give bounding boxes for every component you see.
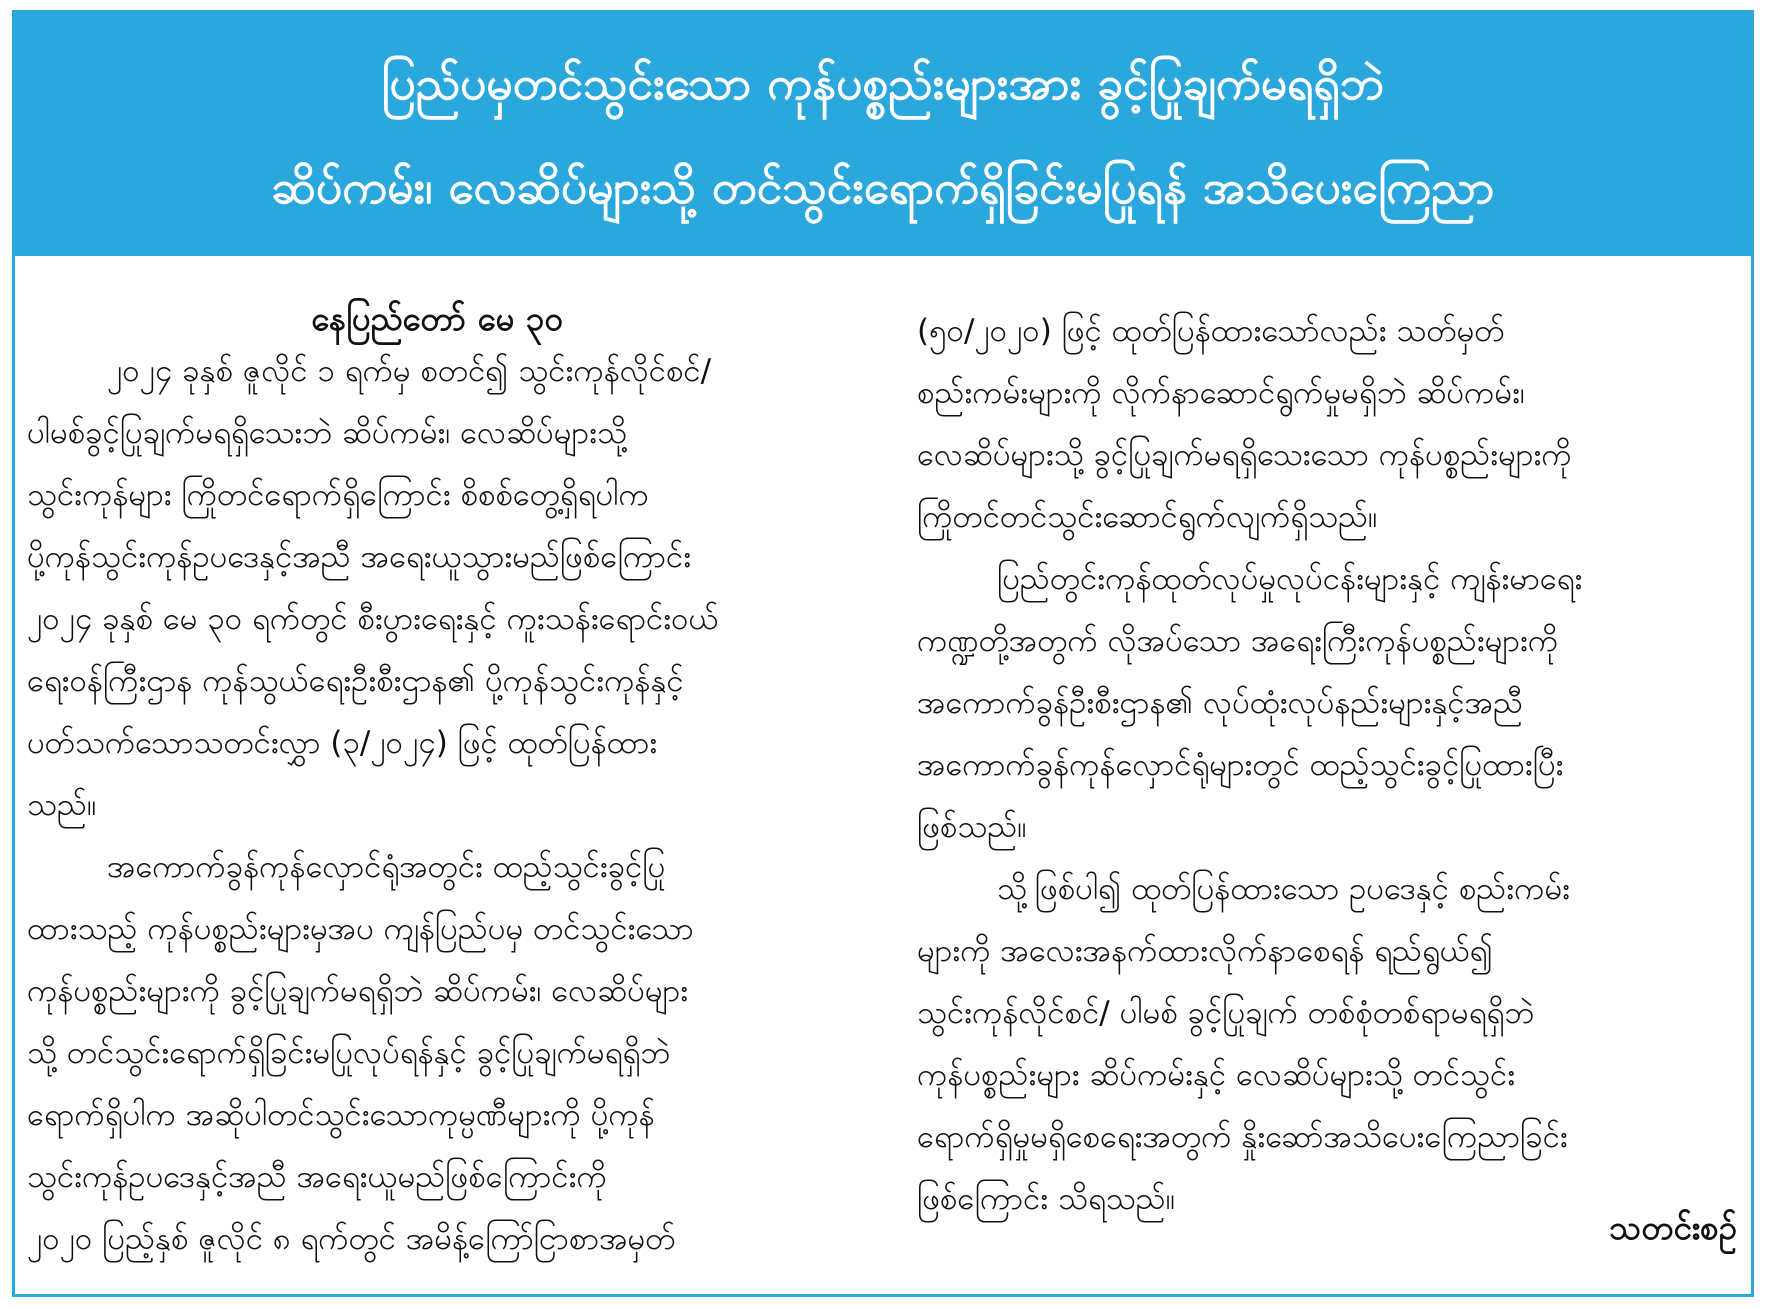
headline-line-1: ပြည်ပမှတင်သွင်းသော ကုန်ပစ္စည်းများအား ခွင့်ပြုချက်မရရှိဘဲ: [381, 55, 1385, 110]
paragraph-line: ဖြစ်ကြောင်း သိရသည်။: [917, 1181, 1176, 1217]
dateline: နေပြည်တော် မေ ၃၀: [311, 299, 563, 338]
paragraph-line: ကုန်ပစ္စည်းများ ဆိပ်ကမ်းနှင့် လေဆိပ်များသို့ တင်သွင်း: [917, 1057, 1516, 1093]
paragraph-line: အကောက်ခွန်ကုန်လှောင်ရုံများတွင် ထည့်သွင်းခွင့်ပြုထားပြီး: [917, 747, 1564, 783]
headline-banner: [15, 13, 1751, 256]
paragraph-line: ကြိုတင်တင်သွင်းဆောင်ရွက်လျက်ရှိသည်။: [917, 499, 1378, 535]
paragraph-line: ပြည်တွင်းကုန်ထုတ်လုပ်မှုလုပ်ငန်းများနှင့် ကျန်းမာရေး: [997, 561, 1583, 597]
headline-line-2: ဆိပ်ကမ်း၊ လေဆိပ်များသို့ တင်သွင်းရောက်ရှိခြင်းမပြုရန် အသိပေးကြေညာ: [271, 159, 1495, 214]
paragraph-line: လေဆိပ်များသို့ ခွင့်ပြုချက်မရရှိသေးသော ကုန်ပစ္စည်းများကို: [917, 437, 1572, 473]
paragraph-line: ရောက်ရှိပါက အဆိုပါတင်သွင်းသောကုမ္ပဏီများကို ပို့ကုန်: [27, 1097, 655, 1133]
right-column: [917, 300, 1737, 1230]
announcement-frame: [12, 10, 1754, 1297]
paragraph-line: ကဏ္ဍတို့အတွက် လိုအပ်သော အရေးကြီးကုန်ပစ္စည်းများကို: [917, 623, 1559, 659]
paragraph-line: များကို အလေးအနက်ထားလိုက်နာစေရန် ရည်ရွယ်၍: [917, 933, 1494, 969]
left-column: [27, 300, 847, 1270]
paragraph-line: သွင်းကုန်များ ကြိုတင်ရောက်ရှိကြောင်း စိစစ်တွေ့ရှိရပါက: [27, 477, 649, 513]
paragraph-line: ထားသည့် ကုန်ပစ္စည်းများမှအပ ကျန်ပြည်ပမှ တင်သွင်းသော: [27, 911, 694, 947]
paragraph-line: ရောက်ရှိမှုမရှိစေရေးအတွက် နှိုးဆော်အသိပေးကြေညာခြင်း: [917, 1119, 1568, 1155]
paragraph-line: ကုန်ပစ္စည်းများကို ခွင့်ပြုချက်မရရှိဘဲ ဆိပ်ကမ်း၊ လေဆိပ်များ: [27, 973, 689, 1009]
paragraph-line: သို့ တင်သွင်းရောက်ရှိခြင်းမပြုလုပ်ရန်နှင့် ခွင့်ပြုချက်မရရှိဘဲ: [27, 1035, 671, 1071]
paragraph-line: ရေးဝန်ကြီးဌာန ကုန်သွယ်ရေးဦးစီးဌာန၏ ပို့ကုန်သွင်းကုန်နှင့်: [27, 663, 684, 699]
paragraph-line: ပါမစ်ခွင့်ပြုချက်မရရှိသေးဘဲ ဆိပ်ကမ်း၊ လေဆိပ်များသို့: [27, 415, 627, 451]
paragraph-line: သွင်းကုန်လိုင်စင်/ ပါမစ် ခွင့်ပြုချက် တစ်စုံတစ်ရာမရရှိဘဲ: [917, 995, 1535, 1031]
paragraph-line: သို့ဖြစ်ပါ၍ ထုတ်ပြန်ထားသော ဥပဒေနှင့် စည်းကမ်း: [997, 871, 1571, 907]
paragraph-line: ပို့ကုန်သွင်းကုန်ဥပဒေနှင့်အညီ အရေးယူသွားမည်ဖြစ်ကြောင်း: [27, 539, 692, 575]
paragraph-line: သည်။: [27, 787, 97, 823]
paragraph-line: အကောက်ခွန်ကုန်လှောင်ရုံအတွင်း ထည့်သွင်းခွင့်ပြု: [107, 849, 666, 885]
paragraph-line: သွင်းကုန်ဥပဒေနှင့်အညီ အရေးယူမည်ဖြစ်ကြောင်းကို: [27, 1159, 607, 1195]
paragraph-line: ၂၀၂၄ ခုနှစ် ဇူလိုင် ၁ ရက်မှ စတင်၍ သွင်းကုန်လိုင်စင်/: [107, 353, 712, 389]
paragraph-line: ၂၀၂၄ ခုနှစ် မေ ၃၀ ရက်တွင် စီးပွားရေးနှင့် ကူးသန်းရောင်းဝယ်: [27, 601, 719, 637]
paragraph-line: အကောက်ခွန်ဦးစီးဌာန၏ လုပ်ထုံးလုပ်နည်းများနှင့်အညီ: [917, 685, 1524, 721]
paragraph-line: ၂၀၂၀ ပြည့်နှစ် ဇူလိုင် ၈ ရက်တွင် အမိန့်ကြော်ငြာစာအမှတ်: [27, 1221, 676, 1257]
paragraph-line: ဖြစ်သည်။: [917, 809, 1027, 845]
paragraph-line: (၅၀/၂၀၂၀) ဖြင့် ထုတ်ပြန်ထားသော်လည်း သတ်မှတ်: [917, 313, 1505, 349]
paragraph-line: စည်းကမ်းများကို လိုက်နာဆောင်ရွက်မှုမရှိဘဲ ဆိပ်ကမ်း၊: [917, 375, 1525, 411]
article-body: [15, 256, 1751, 1294]
paragraph-line: ပတ်သက်သောသတင်းလွှာ (၃/၂၀၂၄) ဖြင့် ထုတ်ပြန်ထား: [27, 725, 658, 761]
byline-source: သတင်းစဉ်: [1609, 1208, 1737, 1247]
